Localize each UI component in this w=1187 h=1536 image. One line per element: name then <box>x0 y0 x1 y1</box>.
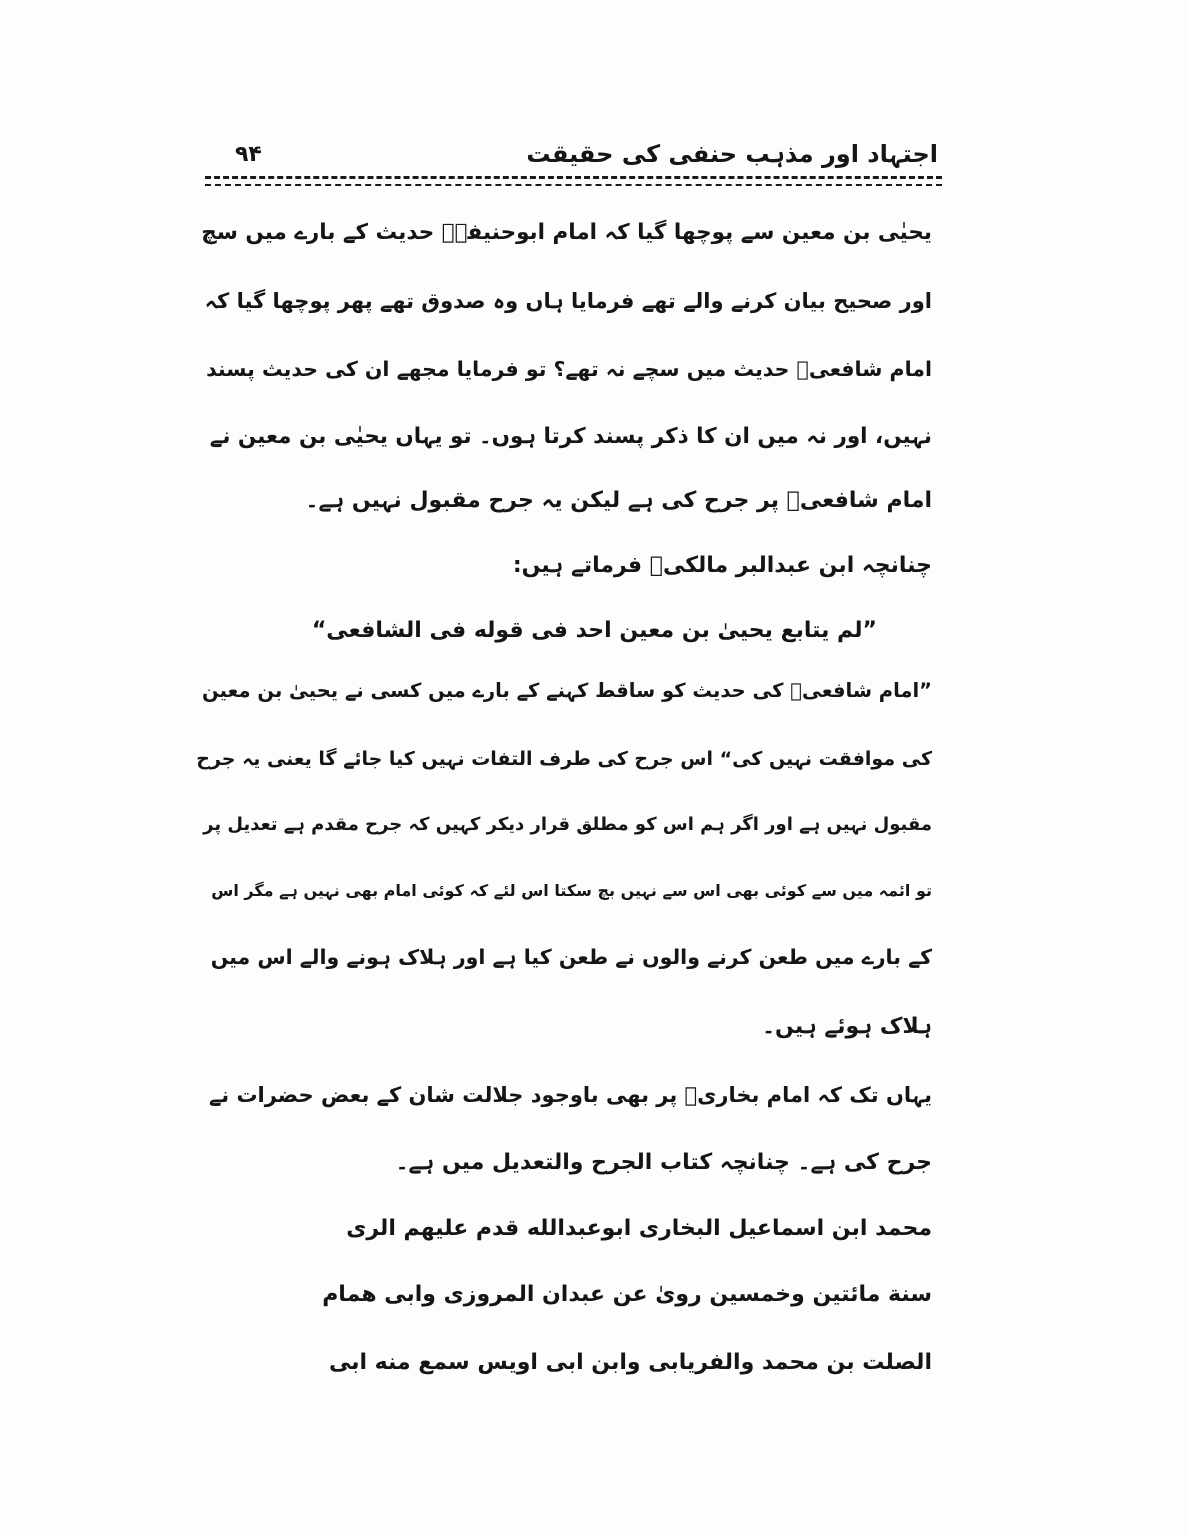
text-line: اور صحیح بیان کرنے والے تھے فرمایا ہاں وہ صدوق تھے پھر پوچھا گیا کہ <box>204 289 932 313</box>
text-line: یحیٰی بن معین سے پوچھا گیا کہ امام ابوحنیفہؒ حدیث کے بارے میں سچ <box>201 220 932 245</box>
header-rule-lower <box>205 184 942 186</box>
text-line: کے بارے میں طعن کرنے والوں نے طعن کیا ہے اور ہلاک ہونے والے اس میں <box>210 945 932 969</box>
page-header <box>205 138 942 188</box>
text-line: نہیں، اور نہ میں ان کا ذکر پسند کرتا ہوں۔ تو یہاں یحیٰی بن معین نے <box>209 424 932 449</box>
arabic-line: الصلت بن محمد والفریابی وابن ابی اویس سمع منه ابی <box>328 1350 932 1375</box>
quote-arabic: ”لم یتابع یحییٰ بن معین احد فی قوله فی الشافعی“ <box>311 618 877 643</box>
text-line: کی موافقت نہیں کی“ اس جرح کی طرف التفات نہیں کیا جائے گا یعنی یہ جرح <box>196 748 932 770</box>
page-number: ۹۴ <box>235 142 262 167</box>
text-line: جرح کی ہے۔ چنانچہ کتاب الجرح والتعدیل میں ہے۔ <box>395 1150 932 1175</box>
text-line: ہلاک ہوئے ہیں۔ <box>762 1014 932 1039</box>
text-line: امام شافعیؒ حدیث میں سچے نہ تھے؟ تو فرمایا مجھے ان کی حدیث پسند <box>206 357 932 381</box>
text-line: یہاں تک کہ امام بخاریؒ پر بھی باوجود جلالت شان کے بعض حضرات نے <box>208 1083 932 1107</box>
arabic-line: محمد ابن اسماعیل البخاری ابوعبدالله قدم علیهم الری <box>346 1216 932 1241</box>
book-title: اجتہاد اور مذہب حنفی کی حقیقت <box>526 140 938 168</box>
header-rule <box>205 176 942 179</box>
text-line: تو ائمہ میں سے کوئی بھی اس سے نہیں بچ سکتا اس لئے کہ کوئی امام بھی نہیں ہے مگر اس <box>211 881 932 900</box>
text-line: مقبول نہیں ہے اور اگر ہم اس کو مطلق قرار دیکر کہیں کہ جرح مقدم ہے تعدیل پر <box>203 814 932 835</box>
text-line: چنانچہ ابن عبدالبر مالکیؒ فرماتے ہیں: <box>512 553 932 578</box>
text-line: امام شافعیؒ پر جرح کی ہے لیکن یہ جرح مقبول نہیں ہے۔ <box>305 488 932 513</box>
arabic-line: سنة مائتین وخمسین روىٰ عن عبدان المروزی وابی همام <box>322 1282 932 1307</box>
text-line: ”امام شافعیؒ کی حدیث کو ساقط کہنے کے بارے میں کسی نے یحییٰ بن معین <box>202 679 932 702</box>
